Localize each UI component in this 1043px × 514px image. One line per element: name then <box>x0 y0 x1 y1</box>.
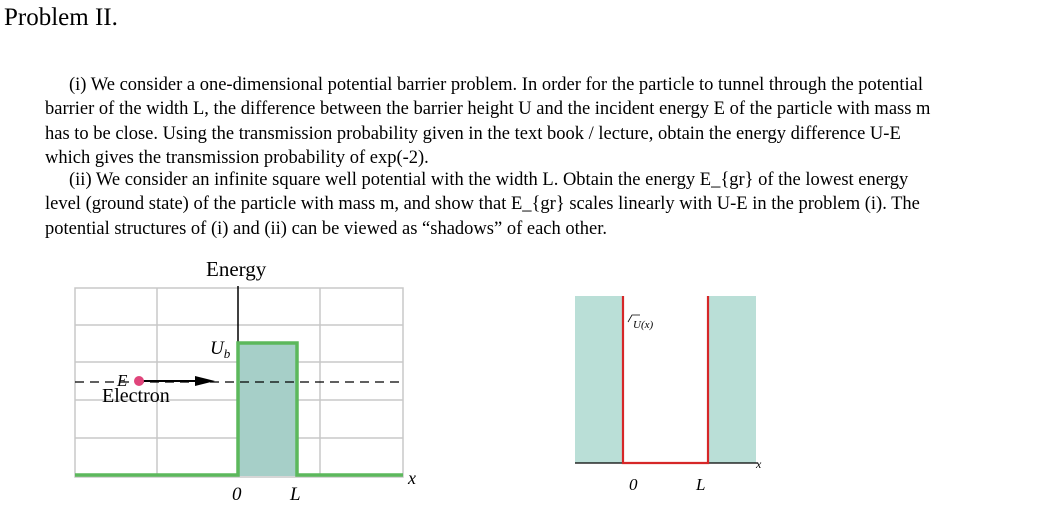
well-potential-label: U(x) <box>633 319 654 331</box>
part-i-line-3: has to be close. Using the transmission probability given in the text book / lecture, obtain the energy difference U-E <box>45 123 901 144</box>
electron-label: Electron <box>102 385 170 407</box>
part-i-line-1: (i) We consider a one-dimensional potential barrier problem. In order for the particle to tunnel through the potential <box>69 75 924 95</box>
energy-level-label: E <box>117 371 128 390</box>
part-i-paragraph <box>45 73 1020 170</box>
barrier-potential-line <box>75 343 403 475</box>
well-x-axis-label: x <box>756 457 762 471</box>
part-i-line-4: which gives the transmission probability of exp(-2). <box>45 147 429 168</box>
part-ii-line-1: (ii) We consider an infinite square well potential with the width L. Obtain the energy E_{gr} of the lowest energy <box>69 170 909 190</box>
part-ii-line-3: potential structures of (i) and (ii) can be viewed as “shadows” of each other. <box>45 218 607 239</box>
well-tick-zero: 0 <box>629 475 638 494</box>
part-ii-paragraph <box>45 168 1020 241</box>
incident-arrow-head <box>195 376 215 386</box>
part-i-line-2: barrier of the width L, the difference between the barrier height U and the incident energy E of the particle with mass m <box>45 99 931 120</box>
barrier-height-label: $U_b$ <box>210 338 231 361</box>
well-tick-L: L <box>696 475 706 494</box>
barrier-tick-zero: 0 <box>232 484 242 505</box>
problem-title: Problem II. <box>4 4 118 31</box>
barrier-x-axis-label: x <box>408 468 416 488</box>
barrier-figure <box>0 250 430 514</box>
barrier-tick-L: L <box>290 484 301 505</box>
well-right-wall-fill <box>708 296 756 463</box>
energy-axis-label: Energy <box>206 257 267 281</box>
well-figure <box>560 280 780 500</box>
part-ii-line-2: level (ground state) of the particle with mass m, and show that E_{gr} scales linearly with U-E in the problem (i). The <box>45 194 920 215</box>
well-left-wall-fill <box>575 296 623 463</box>
barrier-fill <box>238 343 297 476</box>
